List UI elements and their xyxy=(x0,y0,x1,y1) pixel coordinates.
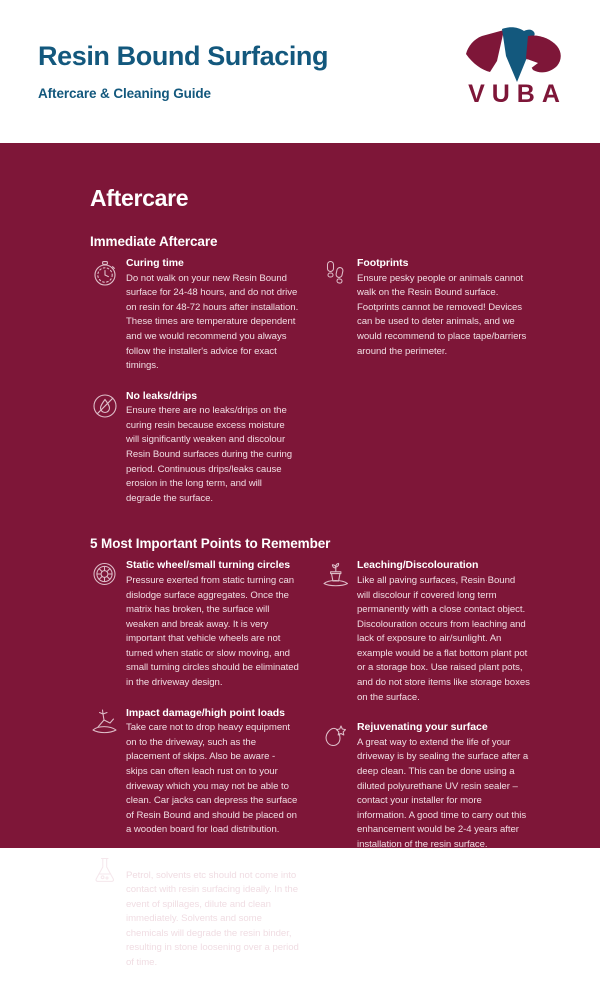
list-item-title: Curing time xyxy=(126,257,184,269)
list-item-body xyxy=(357,559,530,705)
maroon-content-panel xyxy=(0,143,600,969)
list-item-text: Do not walk on your new Resin Bound surface for 24-48 hours, and do not drive on resin for 48-72 hours after installation. These times are temperature dependent and we would recommend you always follow the installer's advice for exact timings. xyxy=(126,272,299,372)
list-item-title: Static wheel/small turning circles xyxy=(126,559,291,572)
immediate-right-column xyxy=(321,257,530,522)
list-item xyxy=(321,257,530,359)
immediate-left-column xyxy=(90,257,299,522)
list-item-text: Like all paving surfaces, Resin Bound will discolour if covered long term permanently with a close contact object. Discolouration occurs from leaching and lack of exposure to air/sunlight. An example would be a flat bottom plant pot or a storage box. Use raised plant pots, and do not store items like storage boxes on the surface. xyxy=(357,575,530,703)
footprints-icon xyxy=(321,258,353,290)
stopwatch-icon xyxy=(90,258,122,290)
sparkle-drop-icon xyxy=(321,722,353,754)
list-item-text: A great way to extend the life of your driveway is by sealing the surface after a deep clean. This can be done using a diluted polyurethane UV resin sealer – contact your installer for more information. A good time to carry out this enhancement would be 2-4 years after installation of the resin surface. xyxy=(357,736,529,850)
list-item-body xyxy=(126,854,299,971)
list-item-title: Footprints xyxy=(357,257,409,269)
points-right-column xyxy=(321,559,530,986)
subsection-title-five-points: 5 Most Important Points to Remember xyxy=(90,536,331,552)
list-item-body xyxy=(357,257,530,359)
list-item-title: Impact damage/high point loads xyxy=(126,706,285,719)
flask-icon xyxy=(90,855,122,887)
list-item-body xyxy=(126,707,299,838)
content-inner xyxy=(90,185,530,987)
list-item-text: Petrol, solvents etc should not come into contact with resin surfacing ideally. In the event of spillages, dilute and clean immediately. Solvents and some chemicals will degrade the resin binder, resulting in stone loosening over a period of time. xyxy=(126,869,299,969)
list-item xyxy=(321,559,530,705)
list-item xyxy=(90,854,299,971)
page-title: Resin Bound Surfacing xyxy=(38,41,329,71)
subsection-title-immediate-aftercare: Immediate Aftercare xyxy=(90,234,218,249)
list-item-title: No leaks/drips xyxy=(126,389,198,402)
list-item-body xyxy=(126,257,299,374)
no-drips-icon xyxy=(90,391,122,423)
list-item xyxy=(90,257,299,374)
points-left-column xyxy=(90,559,299,986)
logo-wordmark: VUBA xyxy=(468,80,567,108)
list-item-title: Rejuvenating your surface xyxy=(357,721,488,734)
list-item xyxy=(321,721,530,852)
brand-logo xyxy=(456,26,572,118)
vuba-buffalo-logo-icon xyxy=(464,26,564,84)
list-item-title: Chemicals and staining xyxy=(126,853,243,866)
five-points-columns xyxy=(90,559,530,986)
list-item-text: Ensure pesky people or animals cannot walk on the Resin Bound surface. Footprints cannot be removed! Devices can be used to deter animals, and we would recommend to place tape/barriers around the perimeter. xyxy=(357,272,527,357)
list-item-title: Leaching/Discolouration xyxy=(357,559,479,572)
list-item-body xyxy=(126,390,299,507)
list-item xyxy=(90,390,299,507)
plant-pot-icon xyxy=(321,560,353,592)
list-item-body xyxy=(357,721,530,852)
list-item-text: Ensure there are no leaks/drips on the curing resin because excess moisture will significantly weaken and discolour Resin Bound surfaces during the curing period. Continuous drips/leaks cause erosion in the long term, and will degrade the surface. xyxy=(126,405,293,504)
immediate-aftercare-columns xyxy=(90,257,530,522)
page-subtitle: Aftercare & Cleaning Guide xyxy=(38,85,211,101)
list-item-body xyxy=(126,559,299,690)
tyre-wheel-icon xyxy=(90,560,122,592)
list-item xyxy=(90,707,299,838)
list-item xyxy=(90,559,299,690)
list-item-text: Take care not to drop heavy equipment on to the driveway, such as the placement of skips. Also be aware - skips can often leach rust on to your driveway which you may not be able to clean. Car jacks can depress the surface of Resin Bound and should be placed on a wooden board for load distribution. xyxy=(126,722,298,836)
document-header xyxy=(0,0,600,143)
list-item-text: Pressure exerted from static turning can dislodge surface aggregates. Once the matrix has broken, the surface will weaken and break away. It is very important that vehicle wheels are not turned when static or slow moving, and small turning circles should be eliminated in the driveway design. xyxy=(126,575,299,689)
header-text-block xyxy=(38,42,328,101)
spacer xyxy=(90,522,530,536)
section-title-aftercare: Aftercare xyxy=(90,185,189,211)
impact-damage-icon xyxy=(90,708,122,740)
